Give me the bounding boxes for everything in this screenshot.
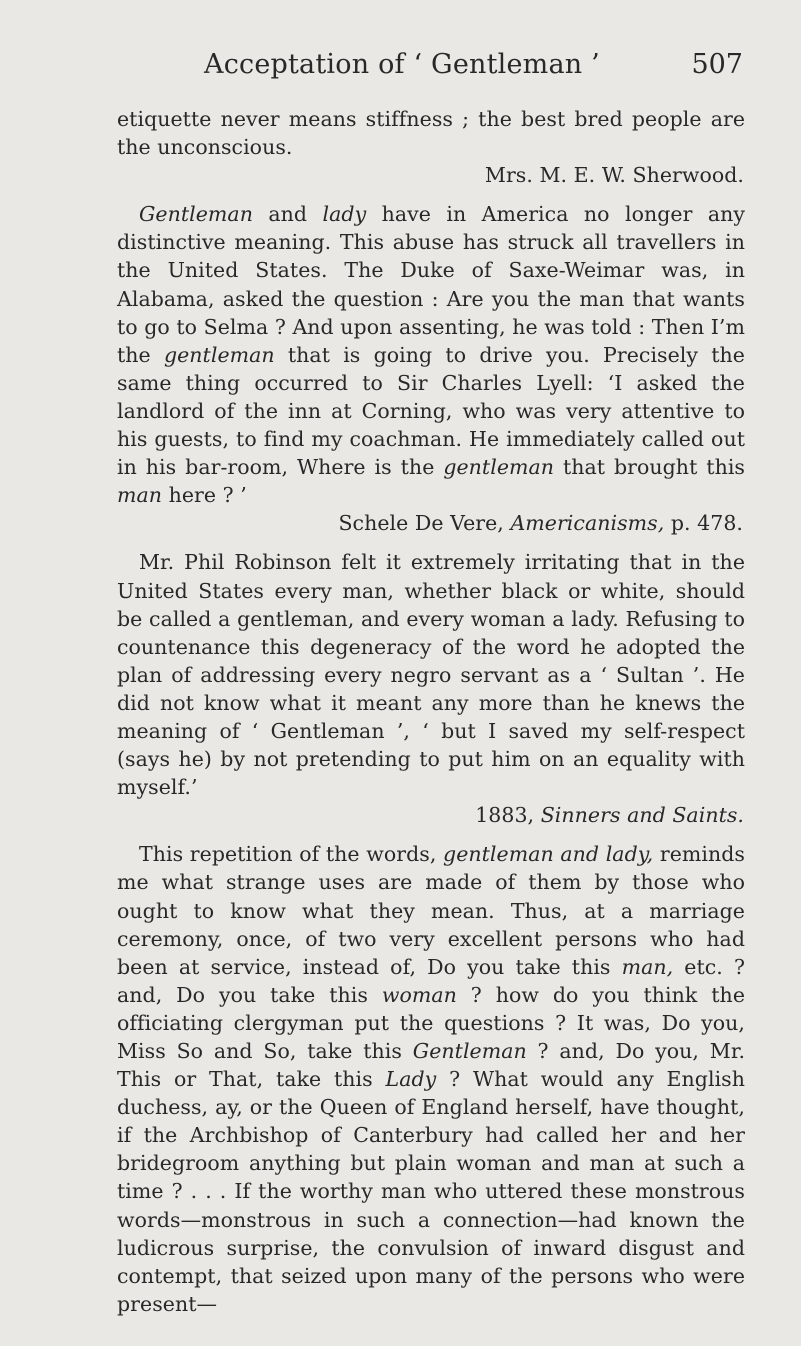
italic-term: Lady (385, 1067, 437, 1092)
italic-title: Americanisms, (510, 511, 665, 536)
page-number: 507 (691, 49, 743, 80)
text-run: have in America no longer any distinctive meaning. This abuse has struck all travellers in the United States. The Duke of Saxe-Weimar was, in Alabama, asked the question : Are you the man that wants to go to Selma ? And upon assenting, he was told : Then I’m the (117, 202, 745, 367)
italic-title: Sinners and Saints. (540, 803, 744, 828)
text-run: here ? ’ (162, 483, 247, 508)
italic-term: gentleman and lady, (443, 842, 654, 867)
italic-term: gentleman (163, 342, 275, 367)
italic-term: lady (322, 202, 367, 227)
paragraph-phil-robinson: Mr. Phil Robinson felt it extremely irritating that in the United States every man, whether black or white, should be called a gentleman, and every woman a lady. Refusing to countenance this degeneracy of the word he adopted the plan of addressing every negro servant as a ‘ Sultan ’. He did not know what it meant any more than he knews the meaning of ‘ Gentleman ’, ‘ but I saved my self-respect (says he) by not pretending to put him on an equality with myself.’ (117, 550, 745, 800)
paragraph-gap (117, 829, 745, 840)
text-run: reminds me what strange uses are made of them by those who ought to know what they mean. Thus, at a marriage ceremony, once, of two very excellent persons who had been at service, instead of, Do you take this (117, 842, 745, 979)
text-run: etc. ? and, Do you take this (117, 954, 745, 1007)
italic-term: gentleman (443, 455, 555, 480)
text-run: p. 478. (664, 511, 743, 536)
text-run: that brought this (554, 455, 745, 480)
italic-term: woman (381, 982, 457, 1007)
text-run: 1883, (475, 803, 541, 828)
text-run: that is going to drive you. Precisely the same thing occurred to Sir Charles Lyell: ‘I asked the landlord of the inn at Corning, who was very attentive to his guests, to find my coachman. He immediately called out in his bar-room, Where is the (117, 342, 745, 480)
text-run: ? how do you think the officiating clergyman put the questions ? It was, Do you, Miss So and So, take this (117, 982, 745, 1063)
attribution-schele-de-vere (117, 509, 745, 537)
text-run: Schele De Vere, (338, 511, 511, 536)
paragraph-gap (117, 537, 745, 548)
running-title: Acceptation of ‘ Gentleman ’ (204, 49, 600, 80)
italic-term: Gentleman (139, 202, 253, 227)
paragraph-gap (117, 189, 745, 200)
italic-term: man, (621, 954, 674, 979)
page-header (118, 49, 743, 93)
paragraph-etiquette: etiquette never means stiffness ; the best bred people are the unconscious. (117, 107, 745, 160)
paragraph-marriage-ceremony (117, 840, 745, 1318)
attribution-sinners-and-saints (117, 801, 745, 829)
paragraph-gentleman-lady-america (117, 200, 745, 509)
text-run: This repetition of the words, (139, 842, 444, 867)
page-body (117, 105, 745, 1318)
italic-term: Gentleman (412, 1039, 527, 1063)
text-run: and (252, 202, 323, 227)
text-run: ? and, Do you, Mr. This or That, take this (117, 1039, 746, 1092)
attribution-sherwood: Mrs. M. E. W. Sherwood. (484, 163, 744, 188)
italic-term: man (117, 483, 163, 508)
text-run: ? What would any English duchess, ay, or the Queen of England herself, have thought, if the Archbishop of Canterbury had called her and her bridegroom anything but plain woman and man at such a time ? . . . If the worthy man who uttered these monstrous words—monstrous in such a connection—had known the ludicrous surprise, the convulsion of inward disgust and contempt, that seized upon many of the persons who were present— (117, 1067, 745, 1316)
